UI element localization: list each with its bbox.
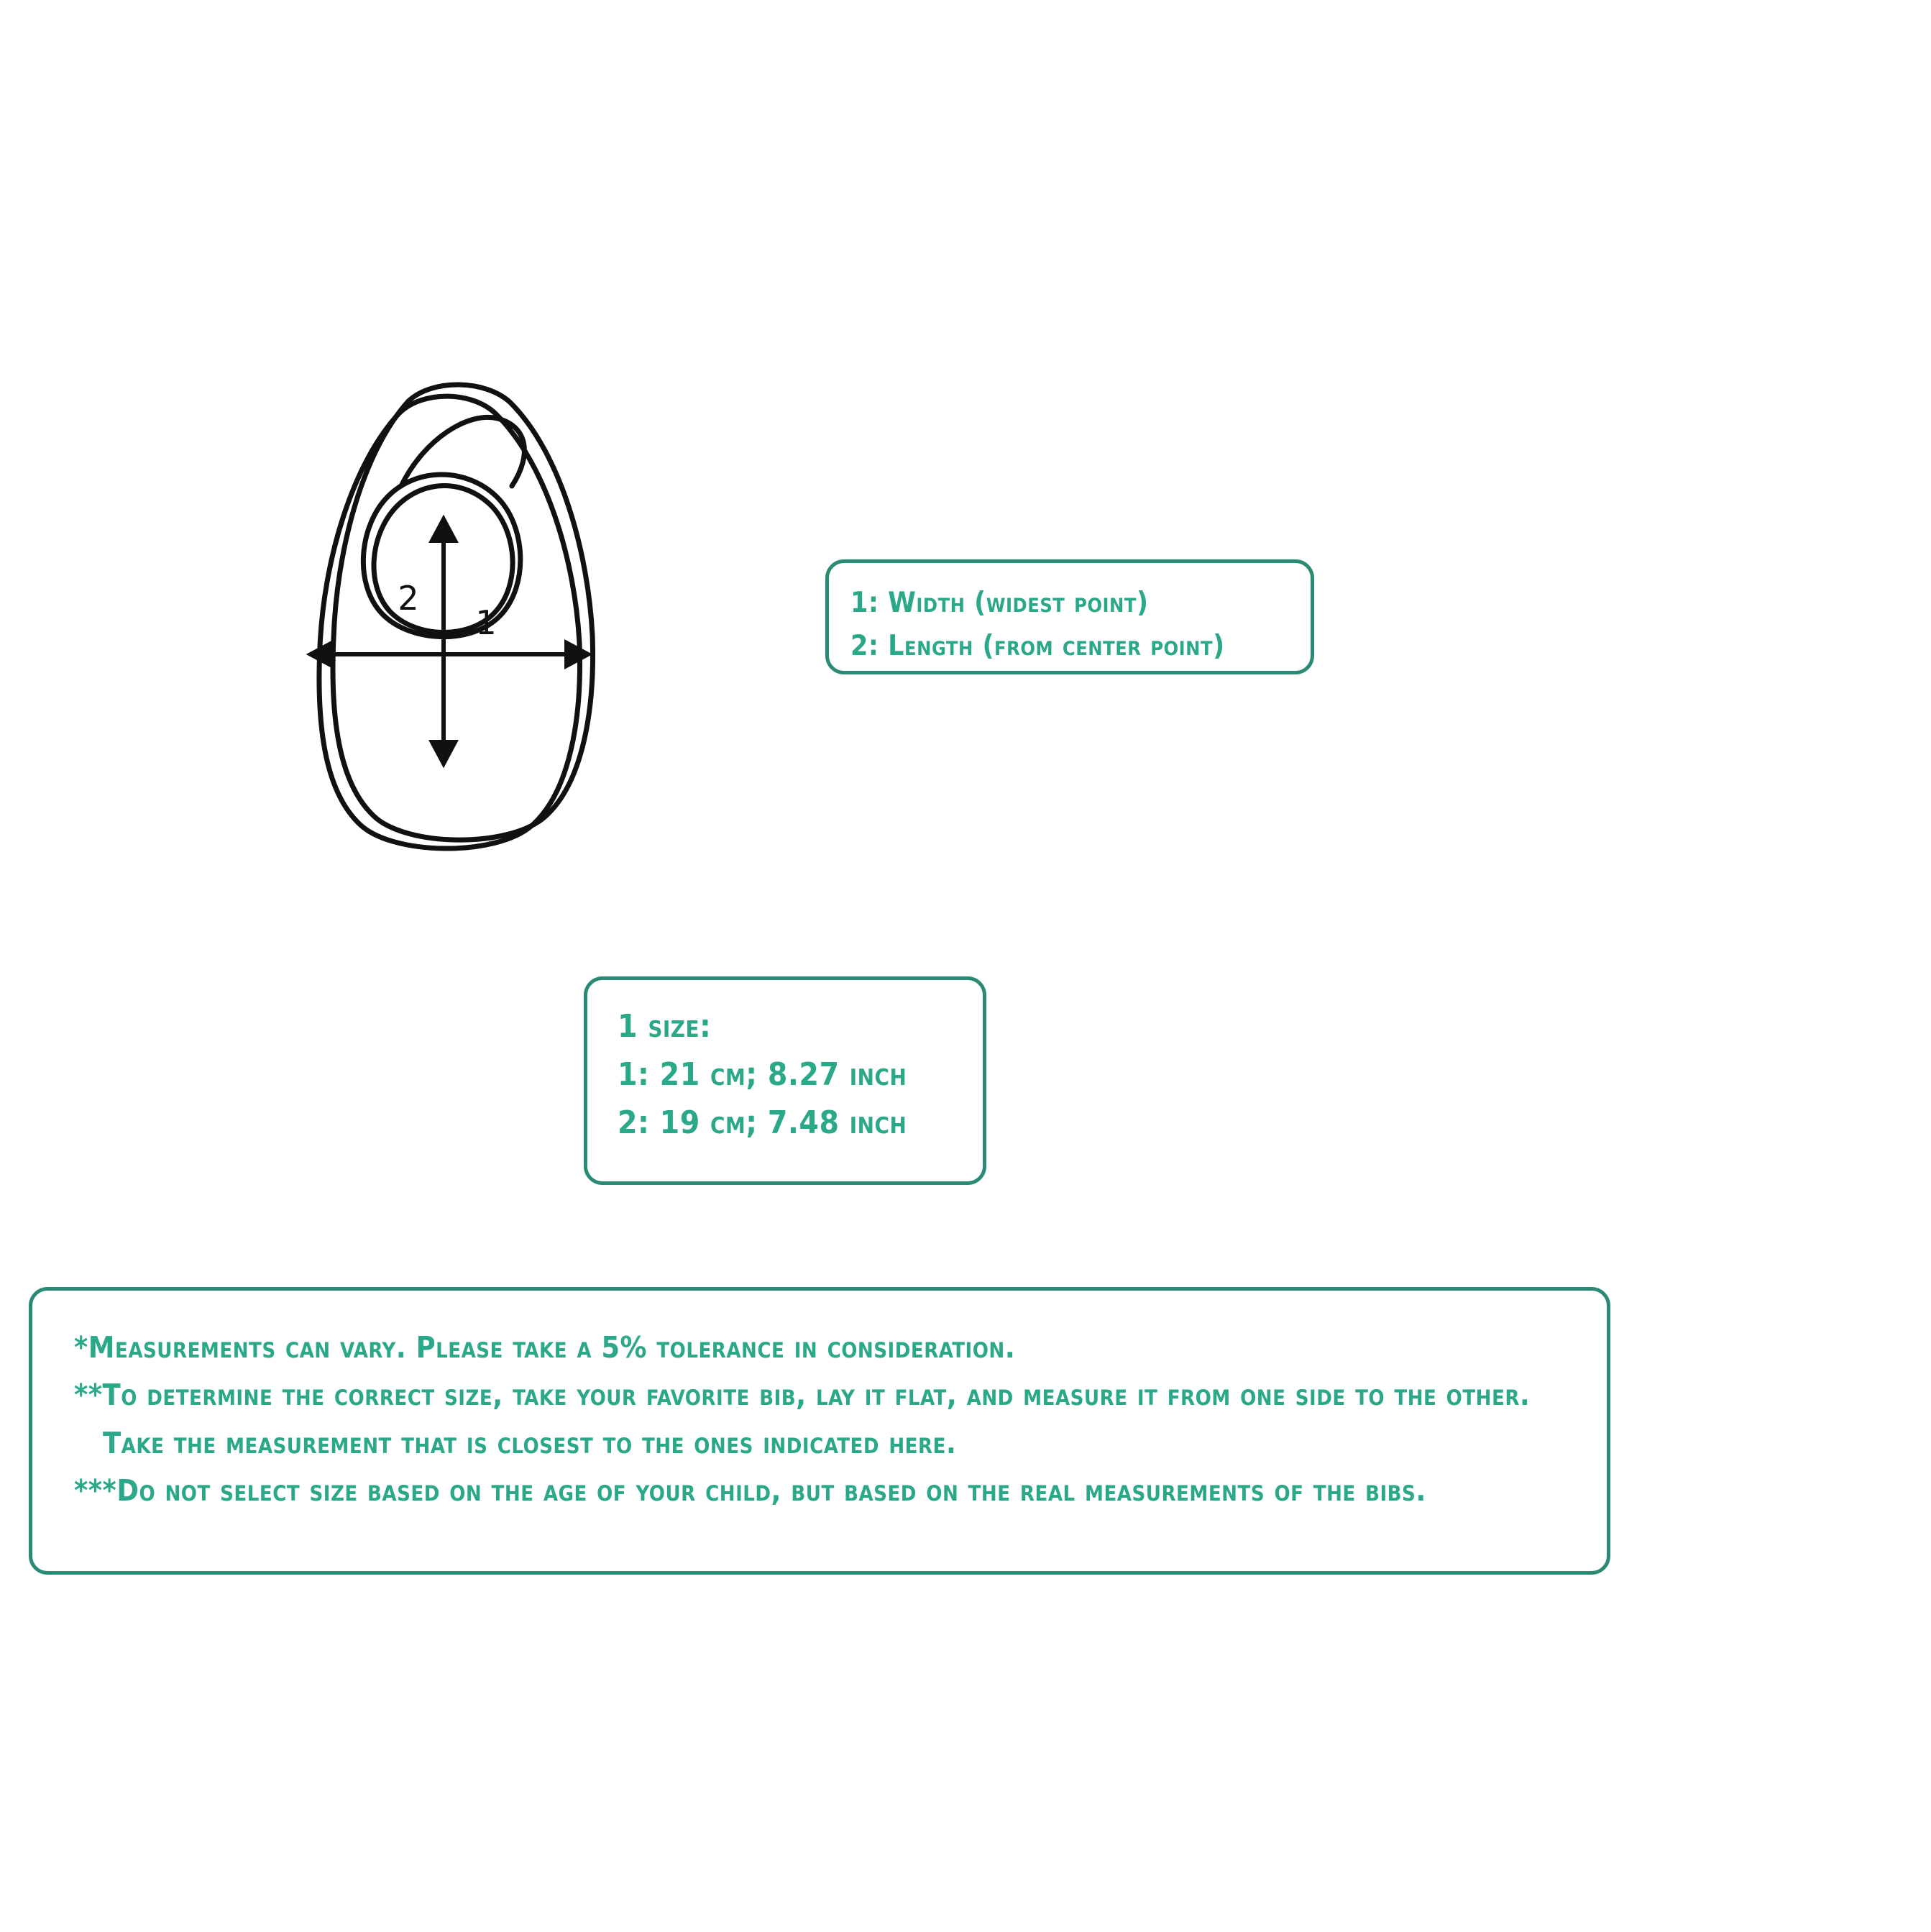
size-line-2: 2: 19 cm; 7.48 inch — [618, 1104, 907, 1141]
notes-callout — [29, 1287, 1610, 1575]
width-arrow-head-right — [567, 643, 588, 666]
legend-line-2: 2: Length (from center point) — [850, 630, 1225, 663]
notes-line-1: *Measurements can vary. Please take a 5% tolerance in consideration. — [74, 1330, 1016, 1365]
size-line-1: 1: 21 cm; 8.27 inch — [618, 1056, 907, 1093]
bib-outer-outline — [319, 396, 580, 848]
notes-line-2: **To determine the correct size, take your favorite bib, lay it flat, and measure it from one side to the other. — [74, 1378, 1531, 1413]
size-callout — [584, 976, 986, 1185]
legend-callout — [825, 559, 1314, 674]
length-arrow-head-bottom — [432, 742, 455, 764]
width-marker-label: 1 — [475, 603, 497, 642]
notes-line-4: ***Do not select size based on the age of your child, but based on the real measurements of the bibs. — [74, 1473, 1426, 1508]
length-marker-label: 2 — [398, 579, 419, 618]
notes-line-3: Take the measurement that is closest to the ones indicated here. — [74, 1425, 957, 1460]
length-arrow-head-top — [432, 519, 455, 541]
legend-line-1: 1: Width (widest point) — [850, 587, 1149, 619]
size-title: 1 size: — [618, 1008, 712, 1045]
bib-diagram — [244, 345, 647, 863]
width-arrow-head-left — [311, 643, 332, 666]
